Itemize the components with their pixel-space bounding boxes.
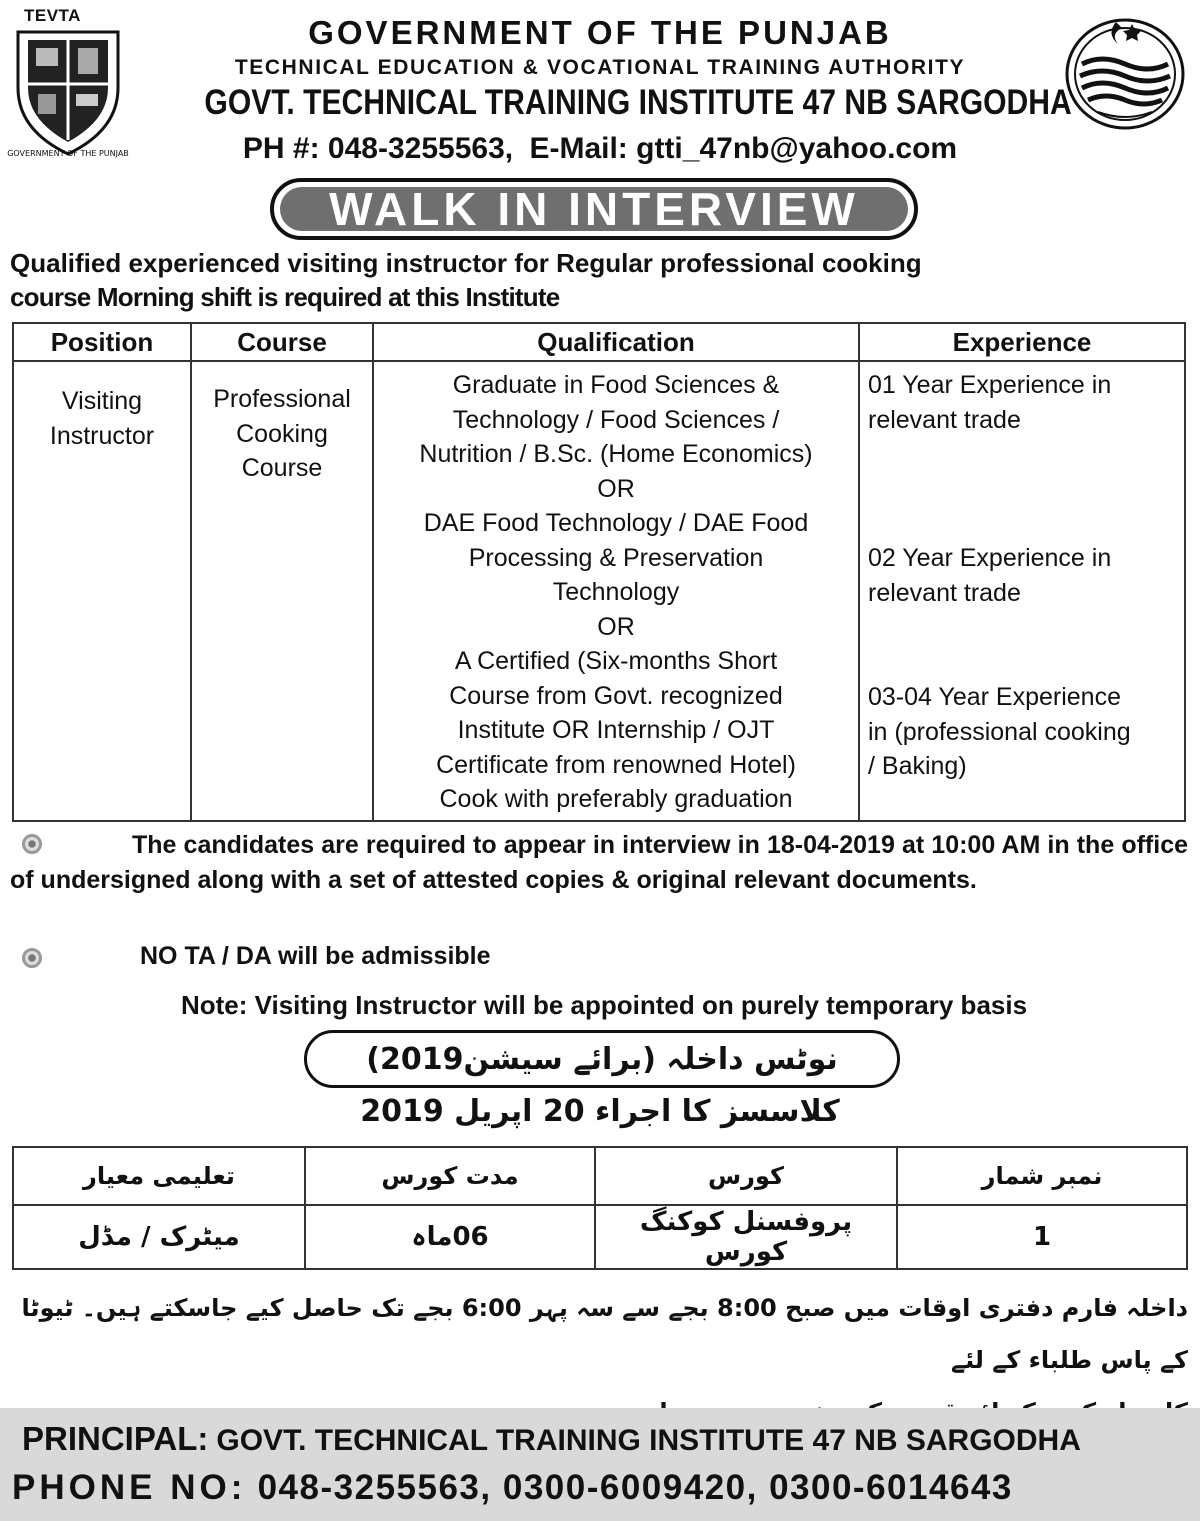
- phone-line: [12, 1468, 1192, 1508]
- qualification-line: Institute OR Internship / OJT: [457, 716, 775, 744]
- header-qualification: Qualification: [373, 323, 859, 361]
- principal-label: PRINCIPAL:: [22, 1420, 209, 1457]
- admission-notice-banner: [304, 1030, 900, 1088]
- experience-line: relevant trade: [868, 578, 1021, 607]
- header-course: Course: [191, 323, 373, 361]
- header-duration: مدت کورس: [305, 1147, 595, 1205]
- header-eligibility: تعلیمی معیار: [13, 1147, 305, 1205]
- email-text: E-Mail: gtti_47nb@yahoo.com: [529, 132, 958, 165]
- footer: [0, 1408, 1200, 1521]
- header-serial: نمبر شمار: [897, 1147, 1187, 1205]
- table-row: [13, 1205, 1187, 1269]
- experience-line: 02 Year Experience in: [868, 544, 1112, 572]
- duration-cell: 06ماہ: [305, 1205, 595, 1269]
- admission-table-header: [13, 1147, 1187, 1205]
- admission-notice-title: نوٹس داخلہ (برائے سیشن2019): [366, 1041, 838, 1077]
- qualification-line: Certificate from renowned Hotel): [436, 750, 796, 779]
- qualification-line: Course from Govt. recognized: [449, 681, 783, 710]
- phone-numbers: 048-3255563, 0300-6009420, 0300-6014643: [257, 1468, 1013, 1507]
- qualification-line: Graduate in Food Sciences &: [452, 371, 780, 399]
- course-line: Cooking: [236, 419, 328, 448]
- experience-option-1: [868, 368, 1184, 437]
- qualification-line: Technology / Food Sciences /: [452, 405, 780, 434]
- govt-title: GOVERNMENT OF THE PUNJAB: [308, 14, 892, 51]
- job-table-header: [13, 323, 1185, 361]
- punjab-govt-logo: [1062, 12, 1188, 132]
- experience-line: 01 Year Experience in: [868, 371, 1112, 399]
- admission-details-line-1: داخلہ فارم دفتری اوقات میں صبح 8:00 بجے سے سہ پہر 6:00 بجے تک حاصل کیے جاسکتے ہیں۔ ٹیوٹا کے پاس طلباء کے لئے: [21, 1294, 1188, 1374]
- position-line: Visiting: [61, 387, 143, 415]
- qualification-line: Technology: [552, 578, 680, 606]
- header-course: کورس: [595, 1147, 897, 1205]
- eligibility-cell: میٹرک / مڈل: [13, 1205, 305, 1269]
- qualification-line: DAE Food Technology / DAE Food: [423, 509, 809, 537]
- table-row: [13, 361, 1185, 821]
- qualification-line: OR: [597, 474, 635, 503]
- institute-title: GOVT. TECHNICAL TRAINING INSTITUTE 47 NB SARGODHA: [204, 83, 1072, 122]
- qualification-line: A Certified (Six-months Short: [454, 647, 778, 675]
- banner-text: WALK IN INTERVIEW: [329, 183, 859, 235]
- intro-line-1: Qualified experienced visiting instructor for Regular professional cooking: [10, 248, 922, 278]
- walk-in-interview-banner: [270, 178, 918, 240]
- qualification-cell: [373, 361, 859, 821]
- course-cell: پروفسنل کوکنگ کورس: [595, 1205, 897, 1269]
- header-experience: Experience: [859, 323, 1185, 361]
- experience-line: relevant trade: [868, 405, 1021, 434]
- intro-line-2: course Morning shift is required at this Institute: [10, 282, 560, 312]
- header-position: Position: [13, 323, 191, 361]
- experience-option-2: [868, 541, 1184, 610]
- banner-fill: [280, 183, 908, 235]
- principal-line: [22, 1420, 1081, 1458]
- course-cell: [191, 361, 373, 821]
- phone-label: PHONE NO:: [12, 1468, 247, 1507]
- ta-da-condition: NO TA / DA will be admissible: [140, 942, 491, 970]
- phone-text: PH #: 048-3255563,: [242, 132, 514, 165]
- classes-start-date: کلاسسز کا اجراء 20 اپریل 2019: [360, 1094, 840, 1129]
- experience-line: / Baking): [868, 752, 967, 780]
- experience-option-3: [868, 680, 1184, 784]
- serial-cell: 1: [897, 1205, 1187, 1269]
- spacer: [868, 437, 1184, 541]
- qualification-line: Processing & Preservation: [468, 543, 764, 572]
- qualification-line: Cook with preferably graduation: [439, 785, 793, 813]
- course-line: Professional: [213, 385, 351, 413]
- interview-condition: [10, 828, 1188, 898]
- principal-text: GOVT. TECHNICAL TRAINING INSTITUTE 47 NB SARGODHA: [216, 1424, 1081, 1457]
- tevta-logo-text: TEVTA: [24, 6, 81, 25]
- experience-line: 03-04 Year Experience: [868, 683, 1121, 711]
- contact-line: [140, 132, 1060, 166]
- position-cell: [13, 361, 191, 821]
- position-line: Instructor: [49, 421, 155, 450]
- course-line: Course: [241, 454, 323, 482]
- experience-cell: [859, 361, 1185, 821]
- header: [0, 0, 1200, 175]
- job-table: [12, 322, 1186, 822]
- svg-text:GOVERNMENT OF THE PUNJAB: GOVERNMENT OF THE PUNJAB: [7, 149, 129, 158]
- experience-line: in (professional cooking: [868, 717, 1131, 746]
- admission-table: [12, 1146, 1188, 1270]
- intro-text: [10, 246, 1190, 314]
- temporary-basis-note: Note: Visiting Instructor will be appointed on purely temporary basis: [180, 990, 1028, 1020]
- qualification-line: OR: [597, 612, 635, 641]
- interview-condition-text: The candidates are required to appear in interview in 18-04-2019 at 10:00 AM in the office of undersigned along with a set of attested copies & original relevant documents.: [10, 831, 1188, 894]
- qualification-line: Nutrition / B.Sc. (Home Economics): [419, 440, 813, 468]
- spacer: [868, 610, 1184, 680]
- bullet-icon: [22, 948, 42, 968]
- tevta-logo: [4, 8, 132, 158]
- authority-title: TECHNICAL EDUCATION & VOCATIONAL TRAINING AUTHORITY: [234, 56, 966, 79]
